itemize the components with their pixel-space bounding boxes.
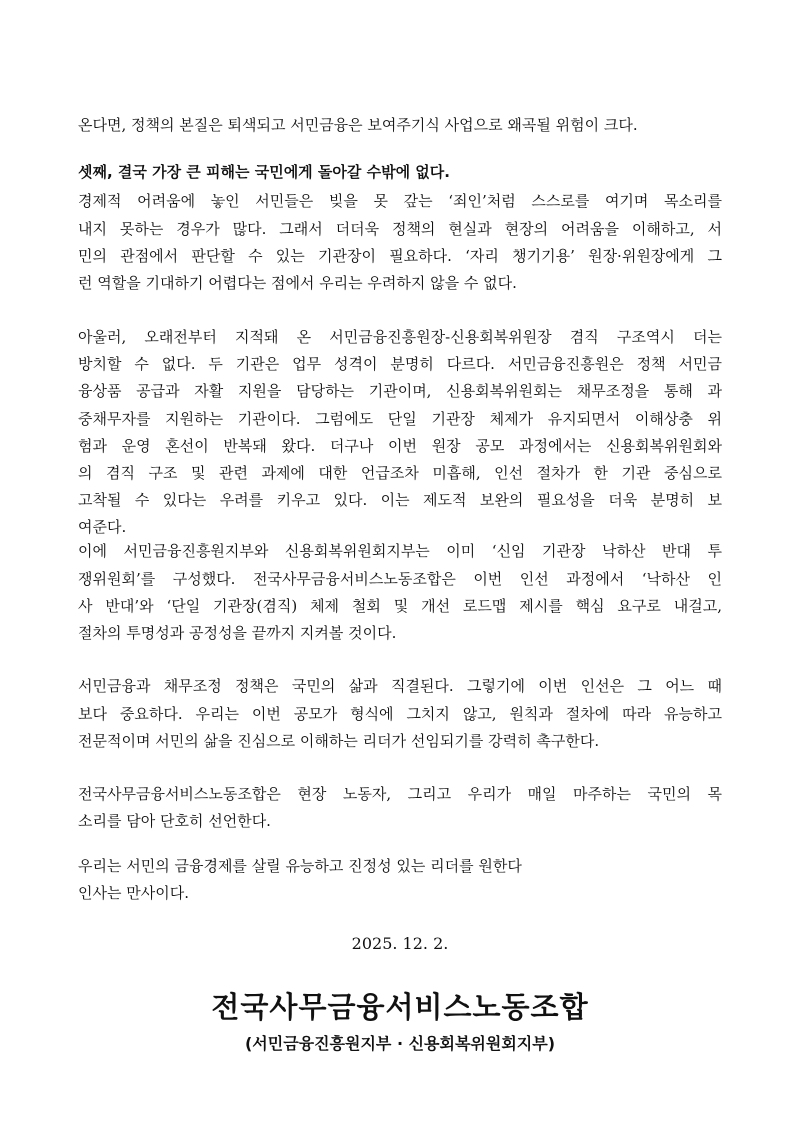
organization-name: 전국사무금융서비스노동조합 bbox=[211, 990, 589, 1024]
body-line: 중채무자를 지원하는 기관이다. 그럼에도 단일 기관장 체제가 유지되면서 이해상충 위 bbox=[78, 410, 722, 428]
body-line: 전국사무금융서비스노동조합은 현장 노동자, 그리고 우리가 매일 마주하는 국민의 목 bbox=[78, 785, 722, 803]
body-line: 험과 운영 혼선이 반복돼 왔다. 더구나 이번 원장 공모 과정에서는 신용회복위원회와 bbox=[78, 437, 722, 455]
body-line: 내지 못하는 경우가 많다. 그래서 더더욱 정책의 현실과 현장의 어려움을 이해하고, 서 bbox=[78, 220, 722, 238]
section-heading: 셋째, 결국 가장 큰 피해는 국민에게 돌아갈 수밖에 없다. bbox=[78, 163, 450, 181]
document-date: 2025. 12. 2. bbox=[351, 934, 449, 953]
body-line: 이에 서민금융진흥원지부와 신용회복위원회지부는 이미 ‘신임 기관장 낙하산 반대 투 bbox=[78, 542, 722, 560]
body-line: 경제적 어려움에 놓인 서민들은 빚을 못 갚는 ‘죄인’처럼 스스로를 여기며 목소리를 bbox=[78, 192, 722, 210]
body-line: 런 역할을 기대하기 어렵다는 점에서 우리는 우려하지 않을 수 없다. bbox=[78, 274, 517, 292]
body-line: 방치할 수 없다. 두 기관은 업무 성격이 분명히 다르다. 서민금융진흥원은 정책 서민금 bbox=[78, 355, 722, 373]
body-line: 소리를 담아 단호히 선언한다. bbox=[78, 812, 271, 830]
body-line: 고착될 수 있다는 우려를 키우고 있다. 이는 제도적 보완의 필요성을 더욱 분명히 보 bbox=[78, 491, 722, 509]
body-line: 인사는 만사이다. bbox=[78, 884, 189, 902]
body-line: 의 겸직 구조 및 관련 과제에 대한 언급조차 미흡해, 인선 절차가 한 기관 중심으로 bbox=[78, 464, 722, 482]
body-line: 서민금융과 채무조정 정책은 국민의 삶과 직결된다. 그렇기에 이번 인선은 그 어느 때 bbox=[78, 677, 722, 695]
body-line: 아울러, 오래전부터 지적돼 온 서민금융진흥원장-신용회복위원장 겸직 구조역시 더는 bbox=[78, 328, 722, 346]
body-line: 전문적이며 서민의 삶을 진심으로 이해하는 리더가 선임되기를 강력히 촉구한다. bbox=[78, 732, 600, 750]
body-line: 사 반대’와 ‘단일 기관장(겸직) 체제 철회 및 개선 로드맵 제시를 핵심 요구로 내걸고, bbox=[78, 597, 722, 615]
body-line: 절차의 투명성과 공정성을 끝까지 지켜볼 것이다. bbox=[78, 624, 397, 642]
body-line: 쟁위원회’를 구성했다. 전국사무금융서비스노동조합은 이번 인선 과정에서 ‘낙하산 인 bbox=[78, 570, 722, 588]
body-line: 우리는 서민의 금융경제를 살릴 유능하고 진정성 있는 리더를 원한다 bbox=[78, 857, 522, 875]
branch-names: (서민금융진흥원지부 · 신용회복위원회지부) bbox=[244, 1034, 556, 1053]
body-line: 여준다. bbox=[78, 518, 127, 536]
body-line: 온다면, 정책의 본질은 퇴색되고 서민금융은 보여주기식 사업으로 왜곡될 위험이 크다. bbox=[78, 116, 638, 134]
body-line: 보다 중요하다. 우리는 이번 공모가 형식에 그치지 않고, 원칙과 절차에 따라 유능하고 bbox=[78, 705, 722, 723]
body-line: 민의 관점에서 판단할 수 있는 기관장이 필요하다. ‘자리 챙기기용’ 원장·위원장에게 그 bbox=[78, 247, 722, 265]
body-line: 융상품 공급과 자활 지원을 담당하는 기관이며, 신용회복위원회는 채무조정을 통해 과 bbox=[78, 382, 722, 400]
